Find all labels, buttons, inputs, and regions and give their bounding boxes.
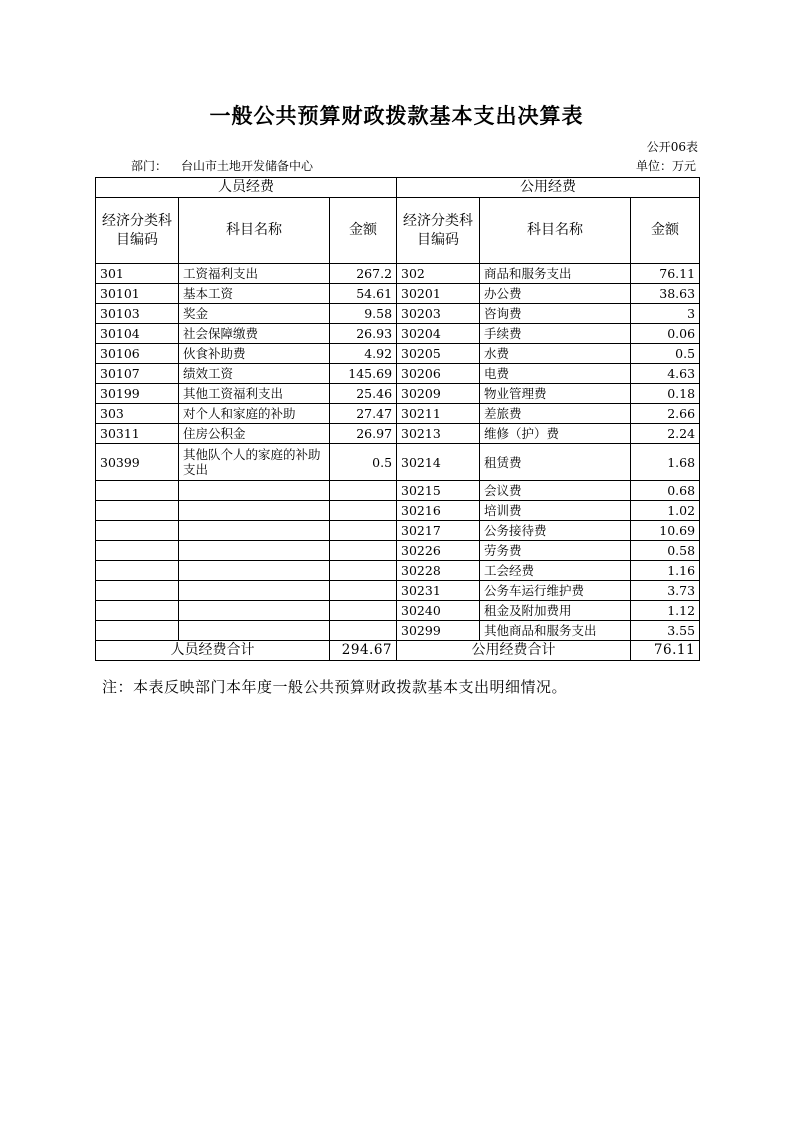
public-name-cell: 水费 <box>480 344 631 364</box>
personnel-name-cell: 绩效工资 <box>179 364 330 384</box>
personnel-name-cell: 对个人和家庭的补助 <box>179 404 330 424</box>
public-amount-cell: 2.24 <box>631 424 700 444</box>
public-code-cell: 30240 <box>397 601 480 621</box>
public-name-cell: 租赁费 <box>480 444 631 481</box>
public-name-cell: 公务接待费 <box>480 521 631 541</box>
table-row <box>96 324 700 344</box>
public-amount-cell: 0.5 <box>631 344 700 364</box>
public-amount-cell: 0.58 <box>631 541 700 561</box>
public-code-cell: 30214 <box>397 444 480 481</box>
personnel-name-cell: 其他队个人的家庭的补助支出 <box>179 444 330 481</box>
personnel-code-cell: 30104 <box>96 324 179 344</box>
table-row <box>96 424 700 444</box>
public-name-cell: 办公费 <box>480 284 631 304</box>
personnel-name-cell <box>179 481 330 501</box>
personnel-amount-cell: 26.97 <box>330 424 397 444</box>
public-code-cell: 302 <box>397 264 480 284</box>
public-amount-cell: 1.16 <box>631 561 700 581</box>
personnel-code-cell <box>96 621 179 641</box>
public-name-cell: 商品和服务支出 <box>480 264 631 284</box>
table-row <box>96 501 700 521</box>
expenditure-table <box>95 177 700 661</box>
public-amount-cell: 4.63 <box>631 364 700 384</box>
personnel-amount-cell <box>330 621 397 641</box>
public-amount-cell: 0.18 <box>631 384 700 404</box>
public-name-cell: 差旅费 <box>480 404 631 424</box>
public-amount-cell: 38.63 <box>631 284 700 304</box>
table-row <box>96 601 700 621</box>
department-name: 台山市土地开发储备中心 <box>181 159 314 173</box>
personnel-code-cell: 30101 <box>96 284 179 304</box>
public-amount-cell: 2.66 <box>631 404 700 424</box>
table-row <box>96 404 700 424</box>
personnel-code-cell <box>96 601 179 621</box>
public-code-cell: 30201 <box>397 284 480 304</box>
public-amount-cell: 3 <box>631 304 700 324</box>
personnel-code-cell: 30106 <box>96 344 179 364</box>
personnel-amount-cell: 27.47 <box>330 404 397 424</box>
header-public-name: 科目名称 <box>480 198 631 264</box>
public-code-cell: 30209 <box>397 384 480 404</box>
public-code-cell: 30231 <box>397 581 480 601</box>
public-code-cell: 30204 <box>397 324 480 344</box>
personnel-code-cell <box>96 521 179 541</box>
public-amount-cell: 3.73 <box>631 581 700 601</box>
header-public-code: 经济分类科目编码 <box>397 198 480 264</box>
personnel-code-cell <box>96 541 179 561</box>
table-row <box>96 304 700 324</box>
personnel-amount-cell: 26.93 <box>330 324 397 344</box>
personnel-amount-cell: 0.5 <box>330 444 397 481</box>
table-row <box>96 264 700 284</box>
public-amount-cell: 1.02 <box>631 501 700 521</box>
public-name-cell: 工会经费 <box>480 561 631 581</box>
personnel-code-cell: 303 <box>96 404 179 424</box>
public-amount-cell: 76.11 <box>631 264 700 284</box>
personnel-name-cell: 住房公积金 <box>179 424 330 444</box>
department-line <box>131 157 313 174</box>
table-row <box>96 284 700 304</box>
table-row <box>96 481 700 501</box>
table-row <box>96 344 700 364</box>
section-public: 公用经费 <box>397 178 700 198</box>
public-code-cell: 30205 <box>397 344 480 364</box>
public-name-cell: 培训费 <box>480 501 631 521</box>
public-amount-cell: 0.68 <box>631 481 700 501</box>
public-name-cell: 其他商品和服务支出 <box>480 621 631 641</box>
personnel-name-cell: 奖金 <box>179 304 330 324</box>
personnel-code-cell <box>96 481 179 501</box>
personnel-name-cell: 基本工资 <box>179 284 330 304</box>
personnel-amount-cell <box>330 521 397 541</box>
page-title: 一般公共预算财政拨款基本支出决算表 <box>209 103 584 128</box>
public-total-label: 公用经费合计 <box>397 641 631 661</box>
personnel-code-cell <box>96 501 179 521</box>
header-personnel-code: 经济分类科目编码 <box>96 198 179 264</box>
personnel-name-cell: 工资福利支出 <box>179 264 330 284</box>
header-public-amount: 金额 <box>631 198 700 264</box>
public-total-value: 76.11 <box>631 641 700 661</box>
personnel-name-cell <box>179 581 330 601</box>
public-name-cell: 租金及附加费用 <box>480 601 631 621</box>
public-code-cell: 30215 <box>397 481 480 501</box>
public-amount-cell: 1.68 <box>631 444 700 481</box>
totals-row <box>96 641 700 661</box>
personnel-name-cell <box>179 561 330 581</box>
public-name-cell: 劳务费 <box>480 541 631 561</box>
public-amount-cell: 1.12 <box>631 601 700 621</box>
public-code-cell: 30203 <box>397 304 480 324</box>
personnel-name-cell <box>179 521 330 541</box>
public-name-cell: 公务车运行维护费 <box>480 581 631 601</box>
personnel-name-cell: 社会保障缴费 <box>179 324 330 344</box>
table-row <box>96 521 700 541</box>
public-amount-cell: 10.69 <box>631 521 700 541</box>
personnel-amount-cell: 267.2 <box>330 264 397 284</box>
public-name-cell: 手续费 <box>480 324 631 344</box>
personnel-name-cell <box>179 601 330 621</box>
public-code-cell: 30206 <box>397 364 480 384</box>
table-row <box>96 621 700 641</box>
footnote: 注：本表反映部门本年度一般公共预算财政拨款基本支出明细情况。 <box>102 678 568 696</box>
public-name-cell: 会议费 <box>480 481 631 501</box>
public-name-cell: 咨询费 <box>480 304 631 324</box>
personnel-code-cell <box>96 561 179 581</box>
public-code-cell: 30299 <box>397 621 480 641</box>
public-code-cell: 30217 <box>397 521 480 541</box>
section-personnel: 人员经费 <box>96 178 397 198</box>
personnel-code-cell: 30199 <box>96 384 179 404</box>
department-label: 部门： <box>131 159 168 173</box>
public-code-cell: 30216 <box>397 501 480 521</box>
form-number: 公开06表 <box>646 140 698 154</box>
personnel-amount-cell <box>330 501 397 521</box>
personnel-name-cell: 其他工资福利支出 <box>179 384 330 404</box>
table-row <box>96 581 700 601</box>
section-header-row <box>96 178 700 198</box>
personnel-total-label: 人员经费合计 <box>96 641 330 661</box>
personnel-code-cell: 30311 <box>96 424 179 444</box>
unit-label: 单位：万元 <box>635 159 696 173</box>
public-name-cell: 物业管理费 <box>480 384 631 404</box>
personnel-amount-cell <box>330 561 397 581</box>
table-row <box>96 561 700 581</box>
public-code-cell: 30226 <box>397 541 480 561</box>
personnel-code-cell: 30399 <box>96 444 179 481</box>
personnel-name-cell <box>179 541 330 561</box>
personnel-amount-cell <box>330 541 397 561</box>
header-personnel-amount: 金额 <box>330 198 397 264</box>
personnel-code-cell: 30107 <box>96 364 179 384</box>
personnel-total-value: 294.67 <box>330 641 397 661</box>
personnel-name-cell: 伙食补助费 <box>179 344 330 364</box>
public-code-cell: 30213 <box>397 424 480 444</box>
personnel-code-cell <box>96 581 179 601</box>
public-amount-cell: 0.06 <box>631 324 700 344</box>
personnel-code-cell: 301 <box>96 264 179 284</box>
personnel-amount-cell: 25.46 <box>330 384 397 404</box>
personnel-amount-cell <box>330 581 397 601</box>
personnel-name-cell <box>179 501 330 521</box>
column-header-row <box>96 198 700 264</box>
public-name-cell: 维修（护）费 <box>480 424 631 444</box>
personnel-amount-cell: 145.69 <box>330 364 397 384</box>
personnel-name-cell <box>179 621 330 641</box>
personnel-code-cell: 30103 <box>96 304 179 324</box>
public-name-cell: 电费 <box>480 364 631 384</box>
public-code-cell: 30211 <box>397 404 480 424</box>
personnel-amount-cell: 9.58 <box>330 304 397 324</box>
personnel-amount-cell <box>330 481 397 501</box>
personnel-amount-cell: 54.61 <box>330 284 397 304</box>
table-row <box>96 541 700 561</box>
personnel-amount-cell: 4.92 <box>330 344 397 364</box>
personnel-amount-cell <box>330 601 397 621</box>
table-row <box>96 364 700 384</box>
public-code-cell: 30228 <box>397 561 480 581</box>
table-row <box>96 384 700 404</box>
table-row <box>96 444 700 481</box>
public-amount-cell: 3.55 <box>631 621 700 641</box>
header-personnel-name: 科目名称 <box>179 198 330 264</box>
